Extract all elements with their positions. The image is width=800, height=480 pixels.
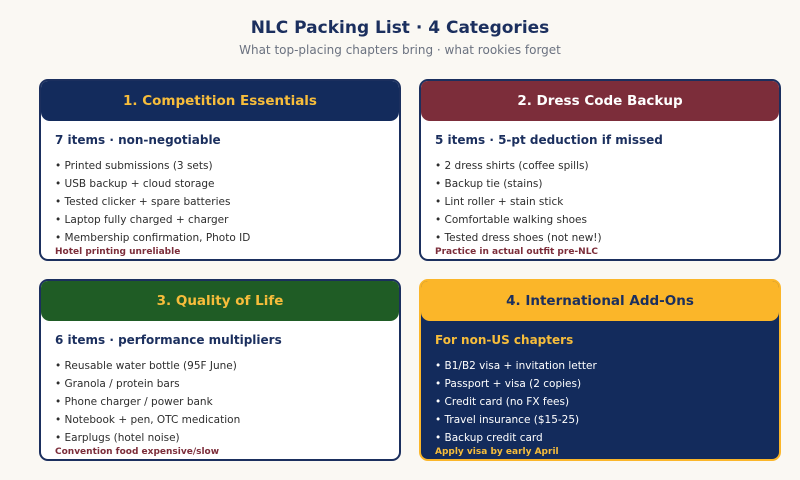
list-item: • Tested dress shoes (not new!) [435, 229, 779, 247]
list-item: • Credit card (no FX fees) [435, 393, 779, 411]
card-note: Hotel printing unreliable [55, 247, 181, 257]
list-item: • Granola / protein bars [55, 375, 399, 393]
card-header: 3. Quality of Life [41, 281, 399, 321]
list-item: • Phone charger / power bank [55, 393, 399, 411]
list-item: • Comfortable walking shoes [435, 211, 779, 229]
list-item: • Lint roller + stain stick [435, 193, 779, 211]
list-item: • USB backup + cloud storage [55, 175, 399, 193]
list-item: • Earplugs (hotel noise) [55, 429, 399, 447]
card-item-list [55, 357, 399, 447]
list-item: • Laptop fully charged + charger [55, 211, 399, 229]
list-item: • Backup tie (stains) [435, 175, 779, 193]
card-lead: 5 items · 5-pt deduction if missed [435, 133, 663, 147]
list-item: • B1/B2 visa + invitation letter [435, 357, 779, 375]
card-item-list [435, 357, 779, 447]
list-item: • Tested clicker + spare batteries [55, 193, 399, 211]
page-title: NLC Packing List · 4 Categories [250, 18, 550, 38]
card-lead: For non-US chapters [435, 333, 574, 347]
list-item: • Passport + visa (2 copies) [435, 375, 779, 393]
list-item: • Notebook + pen, OTC medication [55, 411, 399, 429]
card-international-add-ons [419, 279, 781, 461]
list-item: • Backup credit card [435, 429, 779, 447]
list-item: • Membership confirmation, Photo ID [55, 229, 399, 247]
list-item: • Reusable water bottle (95F June) [55, 357, 399, 375]
card-header: 4. International Add-Ons [421, 281, 779, 321]
list-item: • Travel insurance ($15-25) [435, 411, 779, 429]
card-note: Convention food expensive/slow [55, 447, 220, 457]
card-dress-code-backup [419, 79, 781, 261]
card-quality-of-life [39, 279, 401, 461]
card-note: Practice in actual outfit pre-NLC [435, 247, 599, 257]
card-header: 1. Competition Essentials [41, 81, 399, 121]
card-header: 2. Dress Code Backup [421, 81, 779, 121]
list-item: • 2 dress shirts (coffee spills) [435, 157, 779, 175]
card-item-list [435, 157, 779, 247]
card-note: Apply visa by early April [435, 447, 559, 457]
card-lead: 6 items · performance multipliers [55, 333, 282, 347]
page-subtitle: What top-placing chapters bring · what rookies forget [239, 43, 561, 57]
card-item-list [55, 157, 399, 247]
card-lead: 7 items · non-negotiable [55, 133, 221, 147]
list-item: • Printed submissions (3 sets) [55, 157, 399, 175]
card-competition-essentials [39, 79, 401, 261]
